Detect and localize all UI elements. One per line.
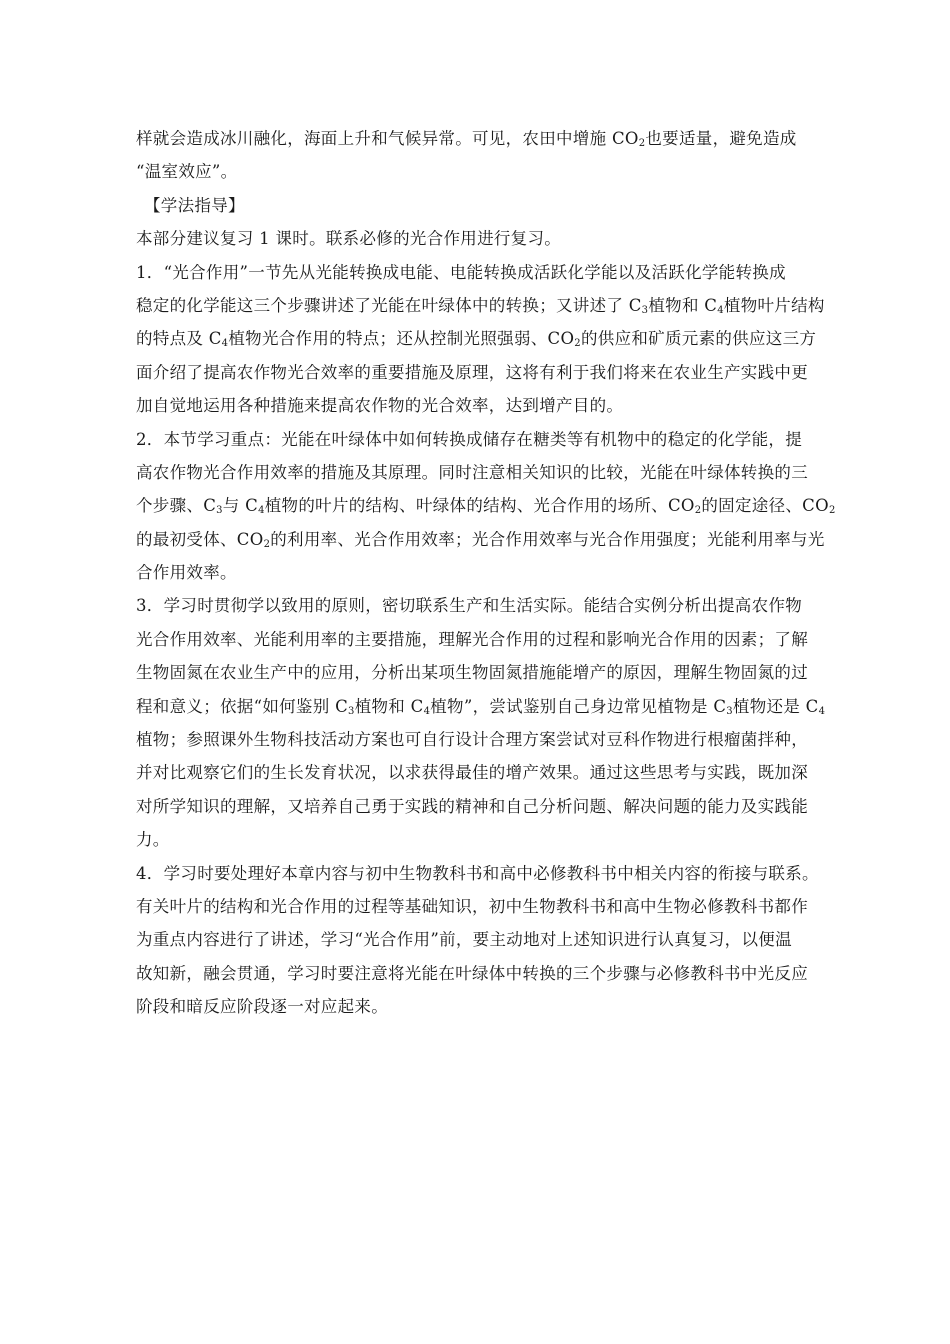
text-run: 为重点内容进行了讲述，学习“光合作用”前，要主动地对上述知识进行认真复习，以便温 bbox=[136, 930, 792, 950]
subscript: 3 bbox=[216, 505, 223, 517]
subscript: 2 bbox=[638, 138, 646, 149]
text-line bbox=[136, 923, 826, 956]
text-run: 3．学习时贯彻学以致用的原则，密切联系生产和生活实际。能结合实例分析出提高农作物 bbox=[136, 596, 802, 616]
text-line bbox=[136, 857, 826, 890]
subscript: 4 bbox=[221, 338, 229, 350]
text-line bbox=[136, 990, 826, 1023]
text-line bbox=[136, 656, 826, 689]
text-line bbox=[136, 957, 826, 990]
text-line bbox=[136, 623, 826, 656]
text-run: 面介绍了提高农作物光合效率的重要措施及原理，这将有利于我们将来在农业生产实践中更 bbox=[136, 362, 808, 382]
text-line bbox=[136, 523, 826, 556]
text-run: 高农作物光合作用效率的措施及其原理。同时注意相关知识的比较，光能在叶绿体转换的三 bbox=[136, 462, 808, 482]
text-run: 的利用率、光合作用效率；光合作用效率与光合作用强度；光能利用率与光 bbox=[270, 529, 825, 549]
text-line bbox=[136, 322, 826, 355]
text-line bbox=[136, 289, 826, 322]
text-run: 有关叶片的结构和光合作用的过程等基础知识，初中生物教科书和高中生物必修教科书都作 bbox=[136, 896, 808, 916]
text-run: 光合作用效率、光能利用率的主要措施，理解光合作用的过程和影响光合作用的因素；了解 bbox=[136, 629, 808, 649]
text-run: “温室效应”。 bbox=[136, 162, 238, 182]
subscript: 3 bbox=[641, 304, 649, 316]
section-heading bbox=[136, 189, 826, 222]
text-line bbox=[136, 489, 836, 522]
text-run: 程和意义；依据“如何鉴别 C bbox=[136, 696, 349, 716]
text-run: 并对比观察它们的生长发育状况，以求获得最佳的增产效果。通过这些思考与实践，既加深 bbox=[136, 763, 808, 783]
text-run: 的固定途径、CO bbox=[701, 496, 829, 516]
text-line bbox=[136, 723, 826, 756]
text-run: 4．学习时要处理好本章内容与初中生物教科书和高中必修教科书中相关内容的衔接与联系。 bbox=[136, 863, 819, 883]
text-run: 个步骤、C bbox=[136, 496, 217, 516]
subscript: 2 bbox=[574, 338, 581, 350]
document-body bbox=[136, 122, 836, 1024]
text-run: 2．本节学习重点：光能在叶绿体中如何转换成储存在糖类等有机物中的稳定的化学能，提 bbox=[136, 429, 802, 449]
text-line bbox=[136, 556, 826, 589]
text-run: 与 C bbox=[222, 496, 259, 516]
text-run: 合作用效率。 bbox=[136, 563, 237, 583]
text-run: 植物的叶片的结构、叶绿体的结构、光合作用的场所、CO bbox=[264, 496, 695, 516]
text-run: 加自觉地运用各种措施来提高农作物的光合效率，达到增产目的。 bbox=[136, 396, 624, 416]
text-run: 稳定的化学能这三个步骤讲述了光能在叶绿体中的转换；又讲述了 C bbox=[136, 295, 642, 315]
subscript: 4 bbox=[717, 304, 724, 316]
text-line bbox=[136, 790, 826, 823]
text-run: 阶段和暗反应阶段逐一对应起来。 bbox=[136, 997, 388, 1017]
text-run: 植物和 C bbox=[354, 696, 424, 716]
text-line bbox=[136, 423, 826, 456]
text-run: 【学法指导】 bbox=[144, 195, 245, 215]
subscript: 4 bbox=[258, 505, 265, 517]
text-line bbox=[136, 890, 826, 923]
subscript: 2 bbox=[828, 505, 836, 517]
subscript: 3 bbox=[348, 705, 355, 717]
text-line bbox=[136, 456, 826, 489]
text-line bbox=[136, 756, 826, 789]
text-run: 对所学知识的理解，又培养自己勇于实践的精神和自己分析问题、解决问题的能力及实践能 bbox=[136, 796, 808, 816]
text-run: 生物固氮在农业生产中的应用，分析出某项生物固氮措施能增产的原因，理解生物固氮的过 bbox=[136, 663, 808, 683]
text-run: 植物叶片结构 bbox=[723, 295, 825, 315]
text-line bbox=[136, 222, 826, 255]
text-line bbox=[136, 389, 826, 422]
text-run: 的供应和矿质元素的供应这三方 bbox=[580, 329, 817, 349]
subscript: 2 bbox=[263, 538, 271, 550]
text-run: 植物；参照课外生物科技活动方案也可自行设计合理方案尝试对豆科作物进行根瘤菌拌种， bbox=[136, 730, 808, 750]
text-run: 植物”，尝试鉴别自己身边常见植物是 C bbox=[430, 696, 727, 716]
subscript: 4 bbox=[818, 705, 826, 717]
text-line bbox=[136, 823, 826, 856]
subscript: 2 bbox=[694, 505, 702, 517]
text-line bbox=[136, 356, 826, 389]
text-run: 的特点及 C bbox=[136, 329, 222, 349]
text-run: 本部分建议复习 1 课时。联系必修的光合作用进行复习。 bbox=[136, 229, 562, 249]
text-run: 样就会造成冰川融化，海面上升和气候异常。可见，农田中增施 CO bbox=[136, 129, 639, 148]
text-line bbox=[136, 690, 826, 723]
text-run: 故知新，融会贯通，学习时要注意将光能在叶绿体中转换的三个步骤与必修教科书中光反应 bbox=[136, 963, 808, 983]
text-run: 植物光合作用的特点；还从控制光照强弱、CO bbox=[228, 329, 575, 349]
text-line bbox=[136, 589, 826, 622]
text-line bbox=[136, 256, 826, 289]
subscript: 3 bbox=[726, 705, 733, 717]
text-run: 力。 bbox=[136, 830, 170, 850]
text-run: 植物还是 C bbox=[732, 696, 819, 716]
text-line bbox=[136, 122, 826, 155]
subscript: 4 bbox=[423, 705, 431, 717]
text-run: 也要适量，避免造成 bbox=[645, 129, 797, 148]
text-run: 的最初受体、CO bbox=[136, 529, 264, 549]
text-line bbox=[136, 155, 826, 188]
text-run: 1．“光合作用”一节先从光能转换成电能、电能转换成活跃化学能以及活跃化学能转换成 bbox=[136, 262, 786, 282]
text-run: 植物和 C bbox=[648, 295, 718, 315]
